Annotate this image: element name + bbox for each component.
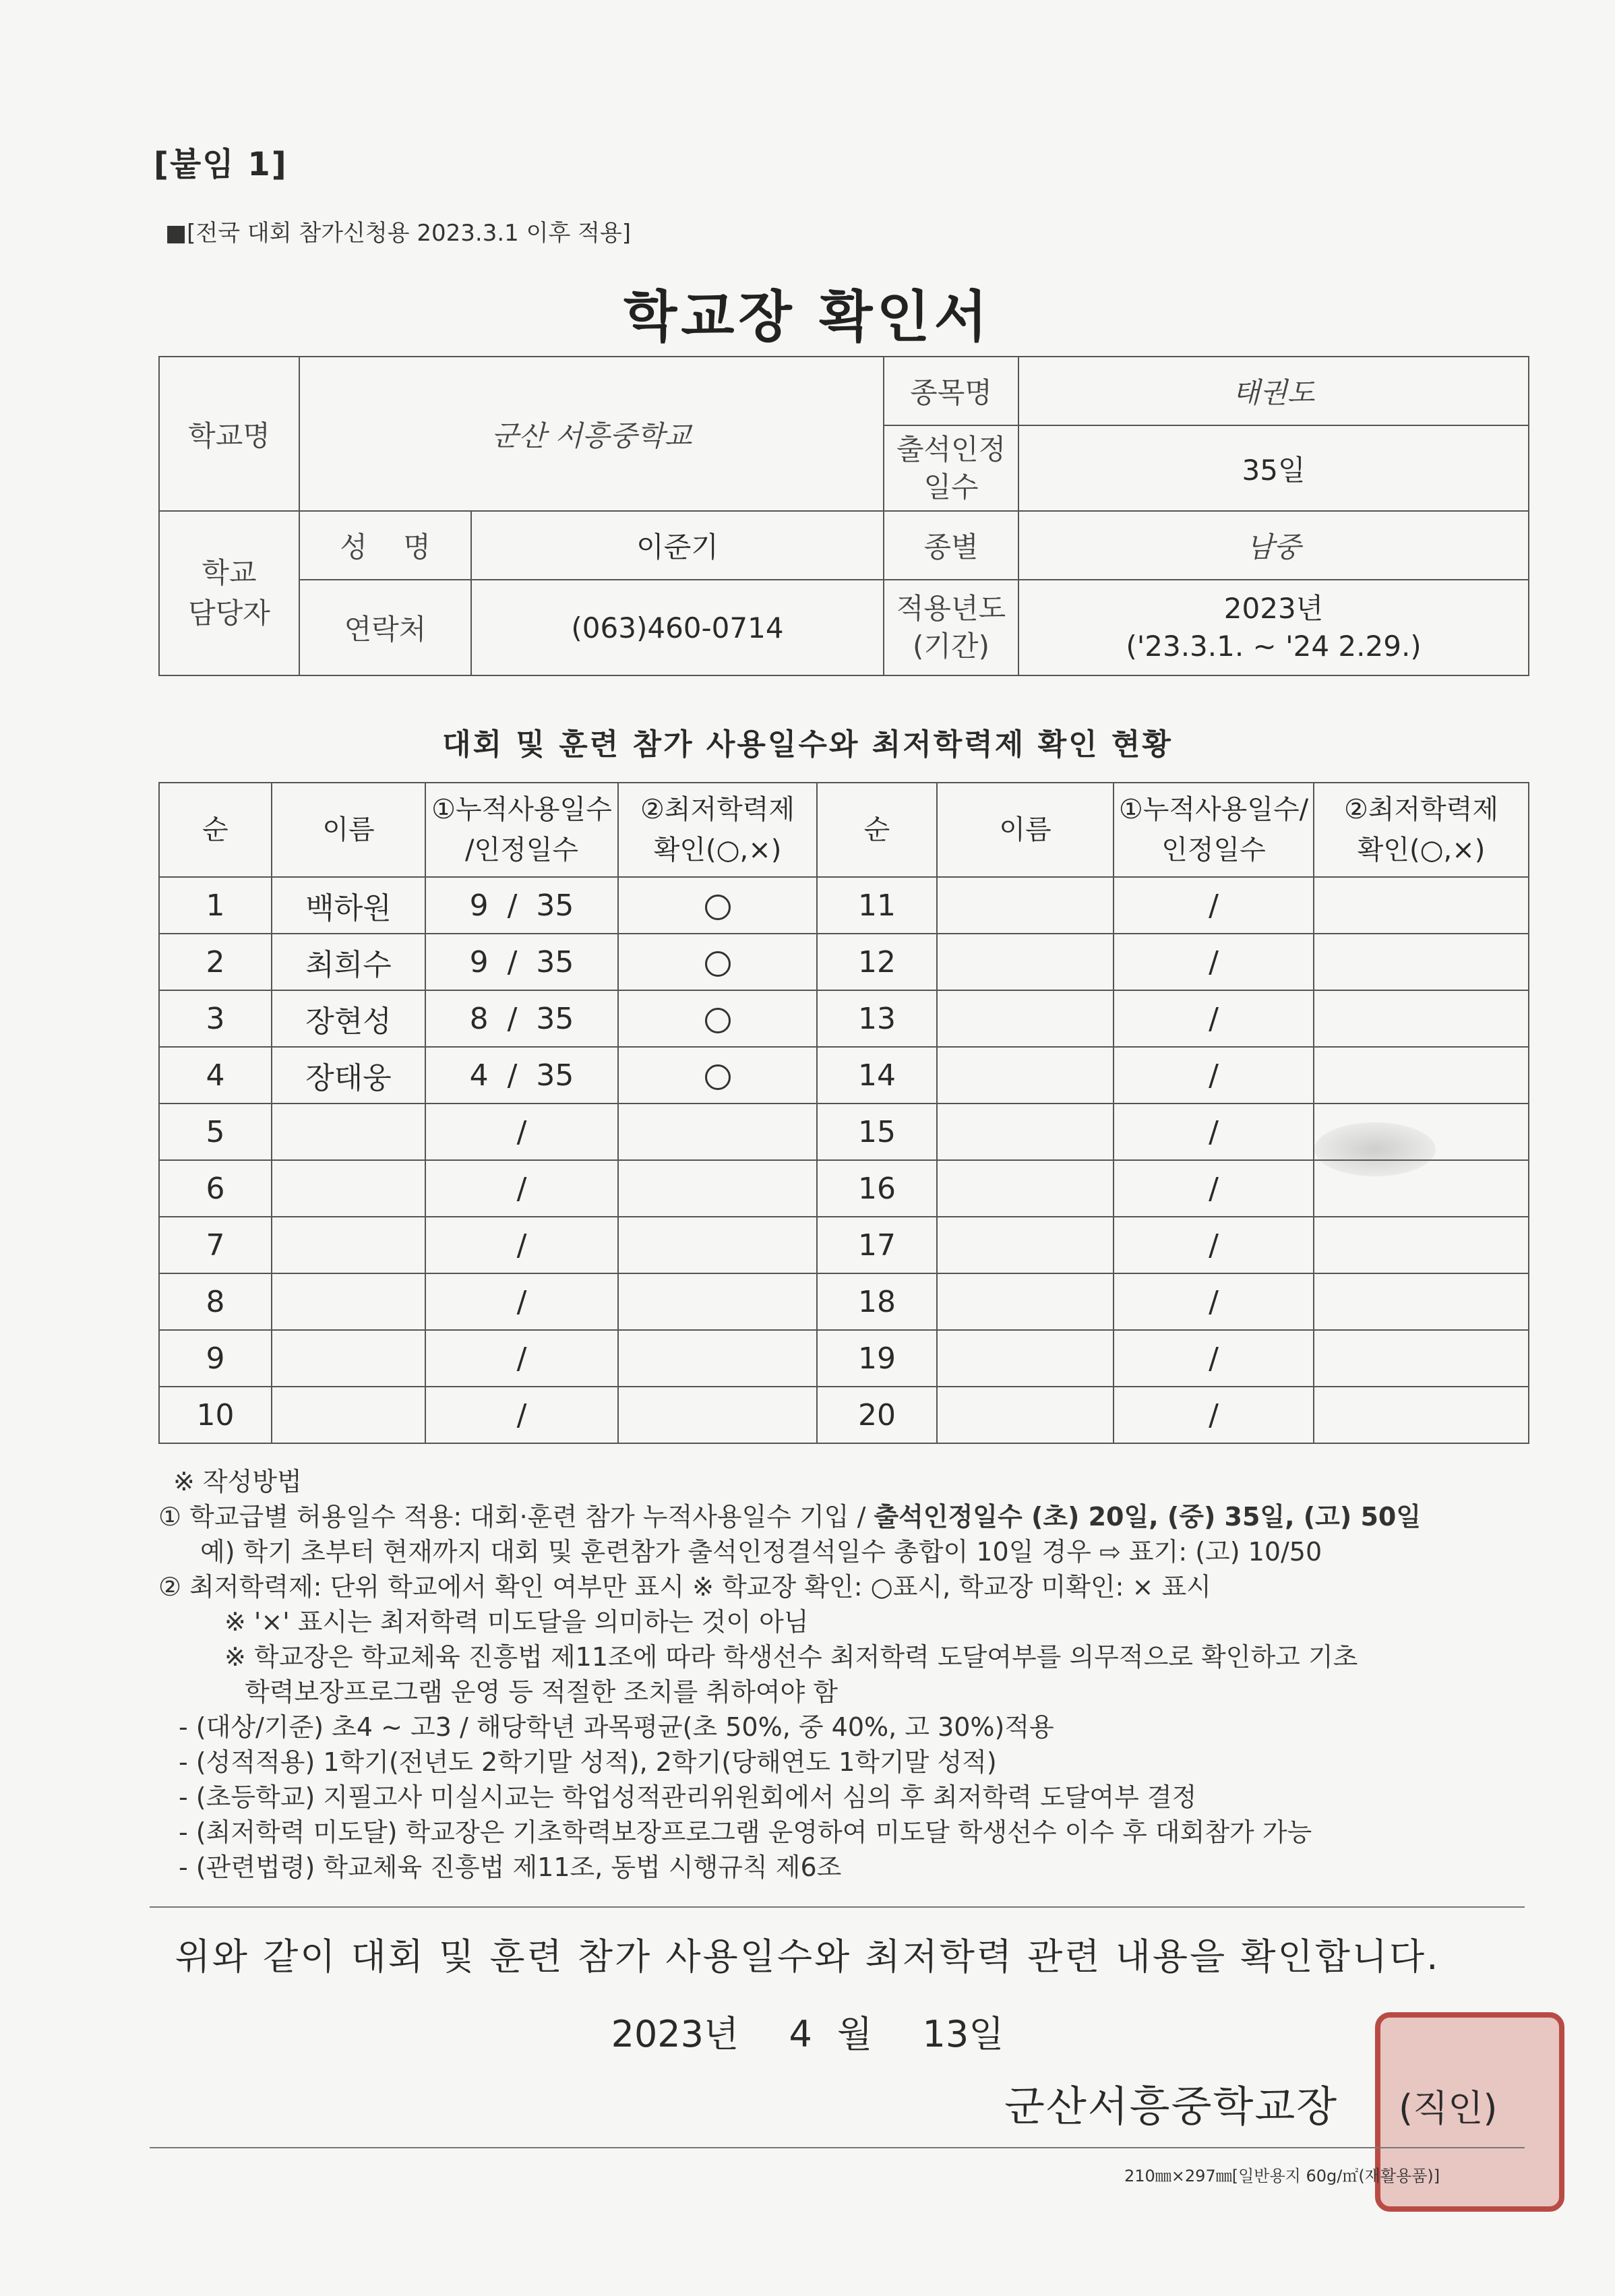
header-name: 이름	[272, 783, 425, 877]
confirmation-statement: 위와 같이 대회 및 훈련 참가 사용일수와 최저학력 관련 내용을 확인합니다.	[175, 1935, 1440, 1978]
row-name	[272, 1273, 425, 1330]
table-row	[159, 1387, 1529, 1443]
row-days: 9 / 35	[425, 877, 618, 934]
manager-label: 학교 담당자	[159, 511, 299, 675]
row-name	[272, 1217, 425, 1273]
row-days: /	[425, 1330, 618, 1387]
row-check-right	[1314, 1217, 1529, 1273]
scan-smudge	[1314, 1122, 1436, 1176]
table-row	[159, 877, 1529, 934]
method-bullet: - (초등학교) 지필고사 미실시교는 학업성적관리위원회에서 심의 후 최저학력 도달여부 결정	[179, 1782, 1197, 1812]
row-days-right: /	[1114, 1160, 1314, 1217]
category-label: 종별	[884, 511, 1018, 580]
header-no-right: 순	[817, 783, 937, 877]
row-days-right: /	[1114, 990, 1314, 1047]
row-check-right	[1314, 877, 1529, 934]
row-days: /	[425, 1160, 618, 1217]
row-name-right	[937, 1273, 1114, 1330]
school-name-value: 군산 서흥중학교	[299, 357, 884, 511]
row-name: 장태웅	[272, 1047, 425, 1104]
school-name-label: 학교명	[159, 357, 299, 511]
table-row	[159, 1160, 1529, 1217]
header-check-right: ②최저학력제 확인(○,×)	[1314, 783, 1529, 877]
row-name-right	[937, 1330, 1114, 1387]
row-days-right: /	[1114, 1387, 1314, 1443]
row-no: 9	[159, 1330, 272, 1387]
method-item-1-bold: 출석인정일수 (초) 20일, (중) 35일, (고) 50일	[874, 1502, 1422, 1532]
paper-spec-note: 210㎜×297㎜[일반용지 60g/㎡(재활용품)]	[1124, 2167, 1440, 2185]
row-check	[618, 1387, 817, 1443]
manager-name-label: 성 명	[299, 511, 471, 580]
header-name-right: 이름	[937, 783, 1114, 877]
row-name	[272, 1387, 425, 1443]
page-title: 학교장 확인서	[623, 285, 992, 349]
row-check	[618, 877, 817, 934]
method-bullet: - (대상/기준) 초4 ~ 고3 / 해당학년 과목평균(초 50%, 중 40%, 고 30%)적용	[179, 1712, 1054, 1742]
row-name-right	[937, 1217, 1114, 1273]
check-circle-icon	[705, 951, 731, 977]
row-name: 백하원	[272, 877, 425, 934]
row-days: /	[425, 1387, 618, 1443]
period-text: ('23.3.1. ~ '24 2.29.)	[1126, 630, 1422, 663]
row-name	[272, 1104, 425, 1160]
row-check-right	[1314, 1330, 1529, 1387]
row-check	[618, 1160, 817, 1217]
contact-value: (063)460-0714	[471, 580, 884, 675]
check-circle-icon	[705, 1008, 731, 1033]
year-label: 적용년도 (기간)	[884, 580, 1018, 675]
row-check	[618, 1330, 817, 1387]
table-header-row	[159, 783, 1529, 877]
attendance-days-value: 35일	[1018, 425, 1529, 511]
check-circle-icon	[705, 895, 731, 920]
row-name-right	[937, 1160, 1114, 1217]
attendance-days-label: 출석인정 일수	[884, 425, 1018, 511]
row-no: 5	[159, 1104, 272, 1160]
row-days: 8 / 35	[425, 990, 618, 1047]
row-check	[618, 1217, 817, 1273]
row-no-right: 19	[817, 1330, 937, 1387]
row-no-right: 13	[817, 990, 937, 1047]
row-no-right: 15	[817, 1104, 937, 1160]
row-no-right: 20	[817, 1387, 937, 1443]
method-item-1	[158, 1499, 1540, 1534]
row-check	[618, 1273, 817, 1330]
row-days-right: /	[1114, 1273, 1314, 1330]
row-check-right	[1314, 990, 1529, 1047]
row-name-right	[937, 1047, 1114, 1104]
method-item-1-text: ① 학교급별 허용일수 적용: 대회·훈련 참가 누적사용일수 기입 /	[158, 1502, 874, 1532]
application-notice: ■[전국 대회 참가신청용 2023.3.1 이후 적용]	[165, 220, 632, 247]
row-name-right	[937, 1387, 1114, 1443]
row-check	[618, 934, 817, 990]
method-item-2-note-1: ※ '×' 표시는 최저학력 미도달을 의미하는 것이 아님	[224, 1607, 809, 1637]
row-no-right: 17	[817, 1217, 937, 1273]
principal-name: 군산서흥중학교장	[1004, 2082, 1339, 2131]
row-check-right	[1314, 934, 1529, 990]
row-name: 장현성	[272, 990, 425, 1047]
manager-name-value: 이준기	[471, 511, 884, 580]
row-name	[272, 1160, 425, 1217]
table-row	[159, 1330, 1529, 1387]
header-check: ②최저학력제 확인(○,×)	[618, 783, 817, 877]
table-row	[159, 1217, 1529, 1273]
row-check	[618, 1047, 817, 1104]
row-name-right	[937, 1104, 1114, 1160]
row-name-right	[937, 934, 1114, 990]
row-no: 6	[159, 1160, 272, 1217]
row-days-right: /	[1114, 934, 1314, 990]
method-item-2-note-2: ※ 학교장은 학교체육 진흥법 제11조에 따라 학생선수 최저학력 도달여부를 의무적으로 확인하고 기초	[224, 1642, 1358, 1672]
row-no-right: 12	[817, 934, 937, 990]
table-row	[159, 1047, 1529, 1104]
table-row	[159, 990, 1529, 1047]
divider-bottom	[150, 2147, 1525, 2148]
section-title: 대회 및 훈련 참가 사용일수와 최저학력제 확인 현황	[442, 727, 1173, 762]
year-value	[1018, 580, 1529, 675]
row-days-right: /	[1114, 1217, 1314, 1273]
row-no-right: 11	[817, 877, 937, 934]
row-check-right	[1314, 1273, 1529, 1330]
row-no: 8	[159, 1273, 272, 1330]
check-circle-icon	[705, 1064, 731, 1090]
table-row	[159, 934, 1529, 990]
sport-value: 태권도	[1018, 357, 1529, 425]
row-no: 1	[159, 877, 272, 934]
header-days-right: ①누적사용일수/ 인정일수	[1114, 783, 1314, 877]
seal-label: (직인)	[1399, 2087, 1498, 2129]
row-check-right	[1314, 1387, 1529, 1443]
method-heading: ※ 작성방법	[173, 1467, 302, 1497]
row-check-right	[1314, 1047, 1529, 1104]
method-item-2: ② 최저학력제: 단위 학교에서 확인 여부만 표시 ※ 학교장 확인: ○표시, 학교장 미확인: × 표시	[158, 1572, 1211, 1602]
sport-label: 종목명	[884, 357, 1018, 425]
method-item-1-example: 예) 학기 초부터 현재까지 대회 및 훈련참가 출석인정결석일수 총합이 10일 경우 ⇨ 표기: (고) 10/50	[200, 1537, 1322, 1567]
row-no-right: 16	[817, 1160, 937, 1217]
row-no: 10	[159, 1387, 272, 1443]
row-name-right	[937, 990, 1114, 1047]
row-no: 7	[159, 1217, 272, 1273]
divider-top	[150, 1906, 1525, 1908]
attachment-label: [붙임 1]	[154, 146, 288, 183]
row-name-right	[937, 877, 1114, 934]
row-days: /	[425, 1104, 618, 1160]
row-name	[272, 1330, 425, 1387]
row-days-right: /	[1114, 877, 1314, 934]
writing-method	[158, 1464, 1540, 1885]
method-item-2-note-2-cont: 학력보장프로그램 운영 등 적절한 조치를 취하여야 함	[245, 1677, 839, 1707]
row-days-right: /	[1114, 1104, 1314, 1160]
row-no: 4	[159, 1047, 272, 1104]
row-check	[618, 1104, 817, 1160]
method-bullet: - (최저학력 미도달) 학교장은 기초학력보장프로그램 운영하여 미도달 학생선수 이수 후 대회참가 가능	[179, 1817, 1312, 1847]
row-no-right: 14	[817, 1047, 937, 1104]
row-no: 3	[159, 990, 272, 1047]
row-days-right: /	[1114, 1330, 1314, 1387]
header-no: 순	[159, 783, 272, 877]
row-days: /	[425, 1273, 618, 1330]
table-row	[159, 1273, 1529, 1330]
header-days: ①누적사용일수 /인정일수	[425, 783, 618, 877]
row-days-right: /	[1114, 1047, 1314, 1104]
category-value: 남중	[1018, 511, 1529, 580]
row-no: 2	[159, 934, 272, 990]
row-no-right: 18	[817, 1273, 937, 1330]
row-days: /	[425, 1217, 618, 1273]
issue-date: 2023년 4 월 13일	[611, 2013, 1004, 2055]
year-text: 2023년	[1223, 592, 1324, 625]
usage-table	[158, 782, 1529, 1444]
contact-label: 연락처	[299, 580, 471, 675]
row-check	[618, 990, 817, 1047]
row-name: 최희수	[272, 934, 425, 990]
method-bullet: - (성적적용) 1학기(전년도 2학기말 성적), 2학기(당해연도 1학기말 성적)	[179, 1747, 997, 1777]
row-days: 4 / 35	[425, 1047, 618, 1104]
school-info-table	[158, 356, 1529, 676]
row-days: 9 / 35	[425, 934, 618, 990]
method-bullet: - (관련법령) 학교체육 진흥법 제11조, 동법 시행규칙 제6조	[179, 1852, 842, 1882]
